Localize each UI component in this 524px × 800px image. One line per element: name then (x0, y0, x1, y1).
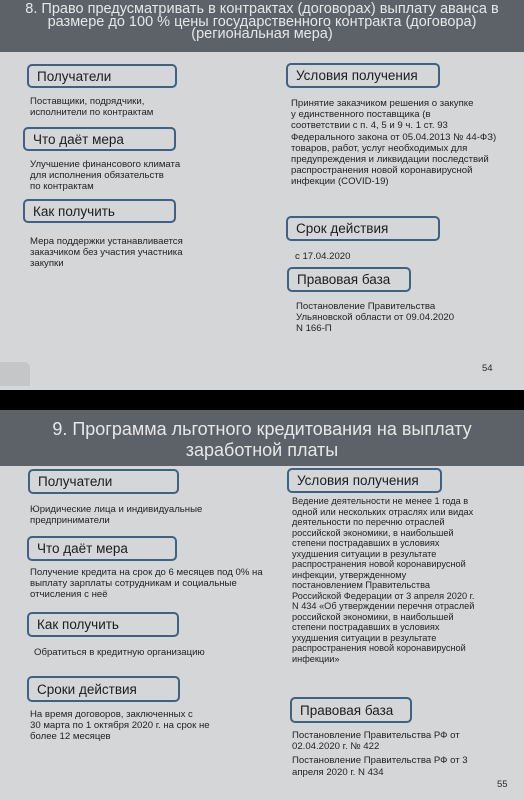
text-line: распространения новой коронавирусной (292, 643, 466, 653)
terms-label: Сроки действия (37, 681, 137, 697)
text-line: инфекции (COVID-19) (291, 176, 389, 188)
text-line: Ульяновской области от 09.04.2020 (296, 312, 455, 324)
text-line: Обратиться в кредитную организацию (34, 647, 205, 658)
text-line: выплату зарплаты сотрудникам и социальные (30, 578, 237, 590)
recipients-label-box (27, 64, 177, 88)
slide-title (0, 0, 524, 52)
conditions-text (291, 98, 496, 188)
slide-title-line: размере до 100 % цены государственного контракта (договора) (47, 13, 477, 30)
text-line: N 166-П (296, 323, 332, 335)
text-line: Юридические лица и индивидуальные (30, 504, 203, 515)
text-line: Постановление Правительства (296, 301, 436, 312)
slide-separator (0, 390, 524, 410)
benefit-label: Что даёт мера (37, 541, 128, 556)
text-line: ухудшения ситуации в результате (292, 632, 437, 643)
text-line: Поставщики, подрядчики, (30, 96, 145, 107)
text-line: Ведение деятельности не менее 1 года в (292, 496, 469, 506)
page-number: 55 (497, 779, 508, 790)
conditions-text (292, 496, 474, 664)
validity-label-box (286, 216, 440, 241)
slide-54 (0, 0, 524, 390)
how-to-get-label-box (23, 199, 176, 223)
corner-decoration (0, 362, 30, 386)
text-line: Постановление Правительства РФ от (292, 730, 460, 741)
text-line: степени пострадавших в условиях (292, 538, 440, 548)
text-line: соответствии с п. 4, 5 и 9 ч. 1 ст. 93 (291, 120, 448, 132)
text-line: более 12 месяцев (30, 731, 111, 743)
text-line: Федерального закона от 05.04.2013 № 44-ФЗ) (291, 131, 497, 143)
text-line: российской экономики, в наибольшей (292, 527, 454, 538)
terms-label-box (27, 676, 180, 702)
text-line: ухудшения ситуации в результате (292, 548, 437, 559)
text-line: товаров, работ, услуг необходимых для (291, 142, 468, 154)
text-line: предприниматели (30, 515, 110, 527)
slide-title-line: заработной платы (185, 440, 339, 460)
terms-text (30, 709, 210, 743)
benefit-label-box (23, 127, 176, 151)
text-line: степени пострадавших в условиях (292, 622, 440, 632)
text-line: инфекции, утвержденному (292, 569, 407, 580)
how-to-get-label: Как получить (37, 617, 119, 632)
text-line: отчисления с неё (30, 589, 108, 601)
legal-text (296, 301, 454, 335)
conditions-label-box (286, 63, 440, 88)
how-to-get-text (30, 236, 183, 270)
how-to-get-label-box (27, 612, 179, 637)
conditions-label-box (287, 468, 442, 493)
text-line: у единственного поставщика (в (291, 109, 431, 121)
text-line: одной или нескольких отраслях или видах (292, 506, 474, 517)
text-line: закупки (30, 258, 64, 270)
text-line: Улучшение финансового климата (30, 159, 181, 170)
page-number: 54 (482, 363, 493, 374)
text-line: Российской Федерации от 3 апреля 2020 г. (292, 590, 475, 601)
legal-label: Правовая база (297, 272, 391, 287)
how-to-get-text (34, 647, 205, 658)
legal-label-box (290, 697, 412, 723)
text-line: Принятие заказчиком решения о закупке (291, 98, 474, 109)
slide-title-line: 8. Право предусматривать в контрактах (договорах) выплату аванса в (25, 1, 499, 17)
validity-text (295, 251, 350, 262)
text-line: N 434 «Об утверждении перечня отраслей (292, 601, 475, 611)
slide-55 (0, 410, 524, 800)
benefit-label: Что даёт мера (33, 131, 124, 147)
text-line: деятельности по перечню отраслей (292, 517, 445, 527)
text-line: Мера поддержки устанавливается (30, 236, 183, 247)
text-line: На время договоров, заключенных с (30, 709, 193, 720)
text-line: Получение кредита на срок до 6 месяцев под 0% на (30, 567, 263, 578)
text-line: инфекции» (292, 653, 340, 664)
conditions-label: Условия получения (297, 473, 419, 488)
text-line: заказчиком без участия участника (30, 247, 183, 259)
benefit-label-box (27, 536, 177, 561)
text-line: с 17.04.2020 (295, 251, 351, 262)
recipients-label: Получатели (38, 474, 113, 489)
slide-title-line: 9. Программа льготного кредитования на выплату (52, 419, 472, 439)
legal-label: Правовая база (300, 702, 394, 718)
legal-text (292, 730, 468, 778)
text-line: постановлением Правительства (292, 580, 430, 590)
recipients-label-box (28, 469, 179, 494)
recipients-label: Получатели (37, 68, 112, 84)
text-line: для исполнения обязательств (30, 170, 164, 182)
text-line: распространения новой коронавирусной (292, 559, 466, 569)
text-line: российской экономики, в наибольшей (292, 611, 454, 622)
slide-title (0, 410, 524, 466)
legal-label-box (287, 267, 411, 292)
text-line: 02.04.2020 г. № 422 (292, 741, 380, 753)
text-line: предупреждения и ликвидации последствий (291, 154, 489, 166)
benefit-text (30, 567, 263, 601)
recipients-text (30, 504, 202, 526)
conditions-label: Условия получения (296, 68, 418, 83)
text-line: распространения новой коронавирусной (291, 165, 473, 177)
text-line: 30 марта по 1 октября 2020 г. на срок не (30, 720, 210, 732)
how-to-get-label: Как получить (33, 203, 115, 219)
benefit-text (30, 159, 180, 193)
slide-title-line: (региональная мера) (191, 26, 333, 42)
text-line: исполнители по контрактам (30, 107, 154, 119)
recipients-text (30, 96, 153, 118)
text-line: апреля 2020 г. N 434 (292, 766, 384, 778)
text-line: Постановление Правительства РФ от 3 (292, 755, 468, 767)
validity-label: Срок действия (296, 221, 389, 236)
text-line: по контрактам (30, 181, 94, 193)
